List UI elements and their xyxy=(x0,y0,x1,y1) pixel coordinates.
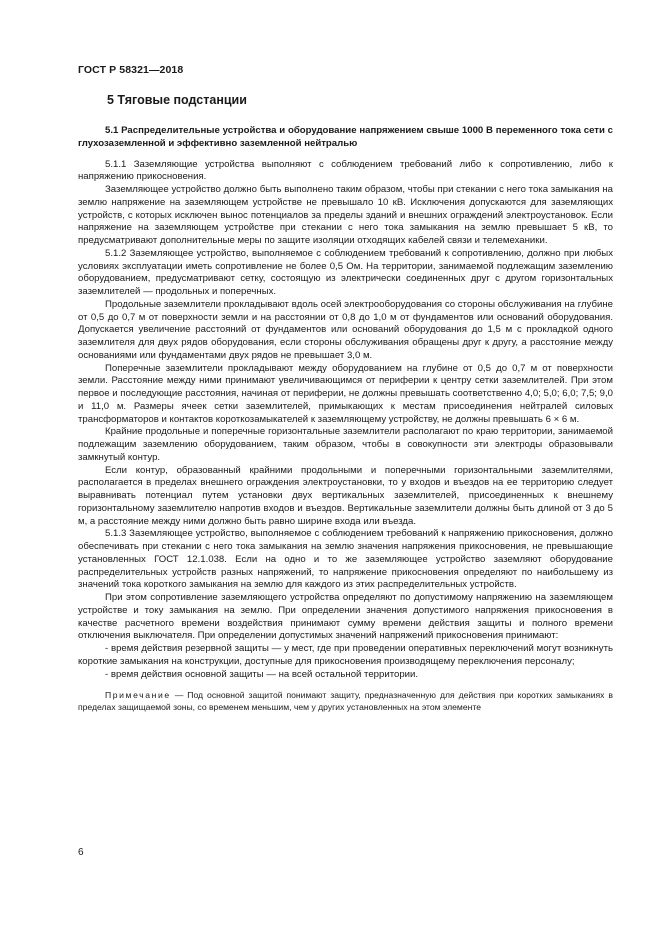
paragraph: Заземляющее устройство должно быть выполнено таким образом, чтобы при стекании с него тока замыкания на землю напряжение на заземляющем устройстве не превышало 10 кВ. Исключения допускаются для заземляющих устройств, с которых исключен вынос потенциалов за пределы зданий и внешних ограждений электроустановок. Если напряжение на заземляющем устройстве при стекании с него тока замыкания на землю превышает 5 кВ, то предусматривают дополнительные меры по защите изоляции отходящих кабелей связи и телемеханики. xyxy=(78,184,613,246)
paragraph: 5.1.2 Заземляющее устройство, выполняемое с соблюдением требований к сопротивлению, должно при любых условиях эксплуатации иметь сопротивление не более 0,5 Ом. На территории, занимаемой подлежащим заземлению оборудованием, предусматривают сетку, состоящую из электрически соединенных друг с другом горизонтальных заземлителей — продольных и поперечных. xyxy=(78,247,613,297)
subsection-title: 5.1 Распределительные устройства и оборудование напряжением свыше 1000 В переменного тока сети с глухозаземленной и эффективно заземленной нейтралью xyxy=(78,125,613,149)
paragraph: Поперечные заземлители прокладывают между оборудованием на глубине от 0,5 до 0,7 м от поверхности земли. Расстояние между ними принимают увеличивающимся от периферии к центру сетки заземлителей. При этом первое и последующие расстояния, начиная от периферии, не должны превышать соответственно 4,0; 5,0; 6,0; 7,5; 9,0 и 11,0 м. Размеры ячеек сетки заземлителей, примыкающих к местам присоединения нейтралей силовых трансформаторов и контактов короткозамыкателей к заземляющему устройству, не должны превышать 6 × 6 м. xyxy=(78,362,613,425)
document-body xyxy=(78,125,613,713)
paragraph: При этом сопротивление заземляющего устройства определяют по допустимому напряжению на заземляющем устройстве и току замыкания на землю. При определении значения допустимого напряжения прикосновения в качестве расчетного времени воздействия принимают сумму времени действия защиты и полного времени отключения выключателя. При определении допустимых значений напряжений прикосновения принимают: xyxy=(78,592,613,642)
paragraph: Продольные заземлители прокладывают вдоль осей электрооборудования со стороны обслуживания на глубине от 0,5 до 0,7 м от поверхности земли и на расстоянии от 0,8 до 1,0 м от фундаментов или оснований оборудования. Допускается увеличение расстояний от фундаментов или оснований оборудования до 1,5 м с прокладкой одного заземлителя для двух рядов оборудования, если стороны обслуживания обращены друг к другу, а расстояние между основаниями или фундаментами двух рядов не превышает 3,0 м. xyxy=(78,298,613,361)
paragraph: Если контур, образованный крайними продольными и поперечными горизонтальными заземлителями, располагается в пределах внешнего ограждения электроустановки, то у входов и въездов на ее территорию следует выравнивать потенциал путем установки двух вертикальных заземлителей, присоединенных к внешнему горизонтальному заземлителю напротив входов и въездов. Вертикальные заземлители должны быть длиной от 3 до 5 м, а расстояние между ними должно быть равно ширине входа или въезда. xyxy=(78,464,613,527)
paragraph: Крайние продольные и поперечные горизонтальные заземлители располагают по краю территории, занимаемой подлежащим заземлению оборудованием, таким образом, чтобы в совокупности эти электроды образовывали замкнутый контур. xyxy=(78,426,613,463)
paragraph: 5.1.1 Заземляющие устройства выполняют с соблюдением требований либо к сопротивлению, либо к напряжению прикосновения. xyxy=(78,158,613,183)
note-label: Примечание xyxy=(105,690,171,701)
note-text: — Под основной защитой понимают защиту, предназначенную для действия при коротких замыканиях в пределах защищаемой зоны, со временем меньшим, чем у других установленных на этом элементе xyxy=(78,690,613,713)
paragraph: 5.1.3 Заземляющее устройство, выполняемое с соблюдением требований к напряжению прикосновения, должно обеспечивать при стекании с него тока замыкания на землю значения напряжения прикосновения, не превышающие установленных ГОСТ 12.1.038. Если на одно и то же заземляющее устройство заземляют оборудование распределительных устройств разных напряжений, то напряжение прикосновения определяют по наибольшему из значений тока короткого замыкания на землю для каждого из этих распределительных устройств. xyxy=(78,528,613,591)
note xyxy=(78,689,613,713)
list-item: - время действия резервной защиты — у мест, где при проведении оперативных переключений могут возникнуть короткие замыкания на конструкции, доступные для прикосновения производящему переключения персоналу; xyxy=(78,643,613,667)
section-title: 5 Тяговые подстанции xyxy=(107,93,247,107)
list-item: - время действия основной защиты — на всей остальной территории. xyxy=(105,668,419,680)
page-number: 6 xyxy=(78,847,84,858)
standard-header: ГОСТ Р 58321—2018 xyxy=(78,64,184,76)
